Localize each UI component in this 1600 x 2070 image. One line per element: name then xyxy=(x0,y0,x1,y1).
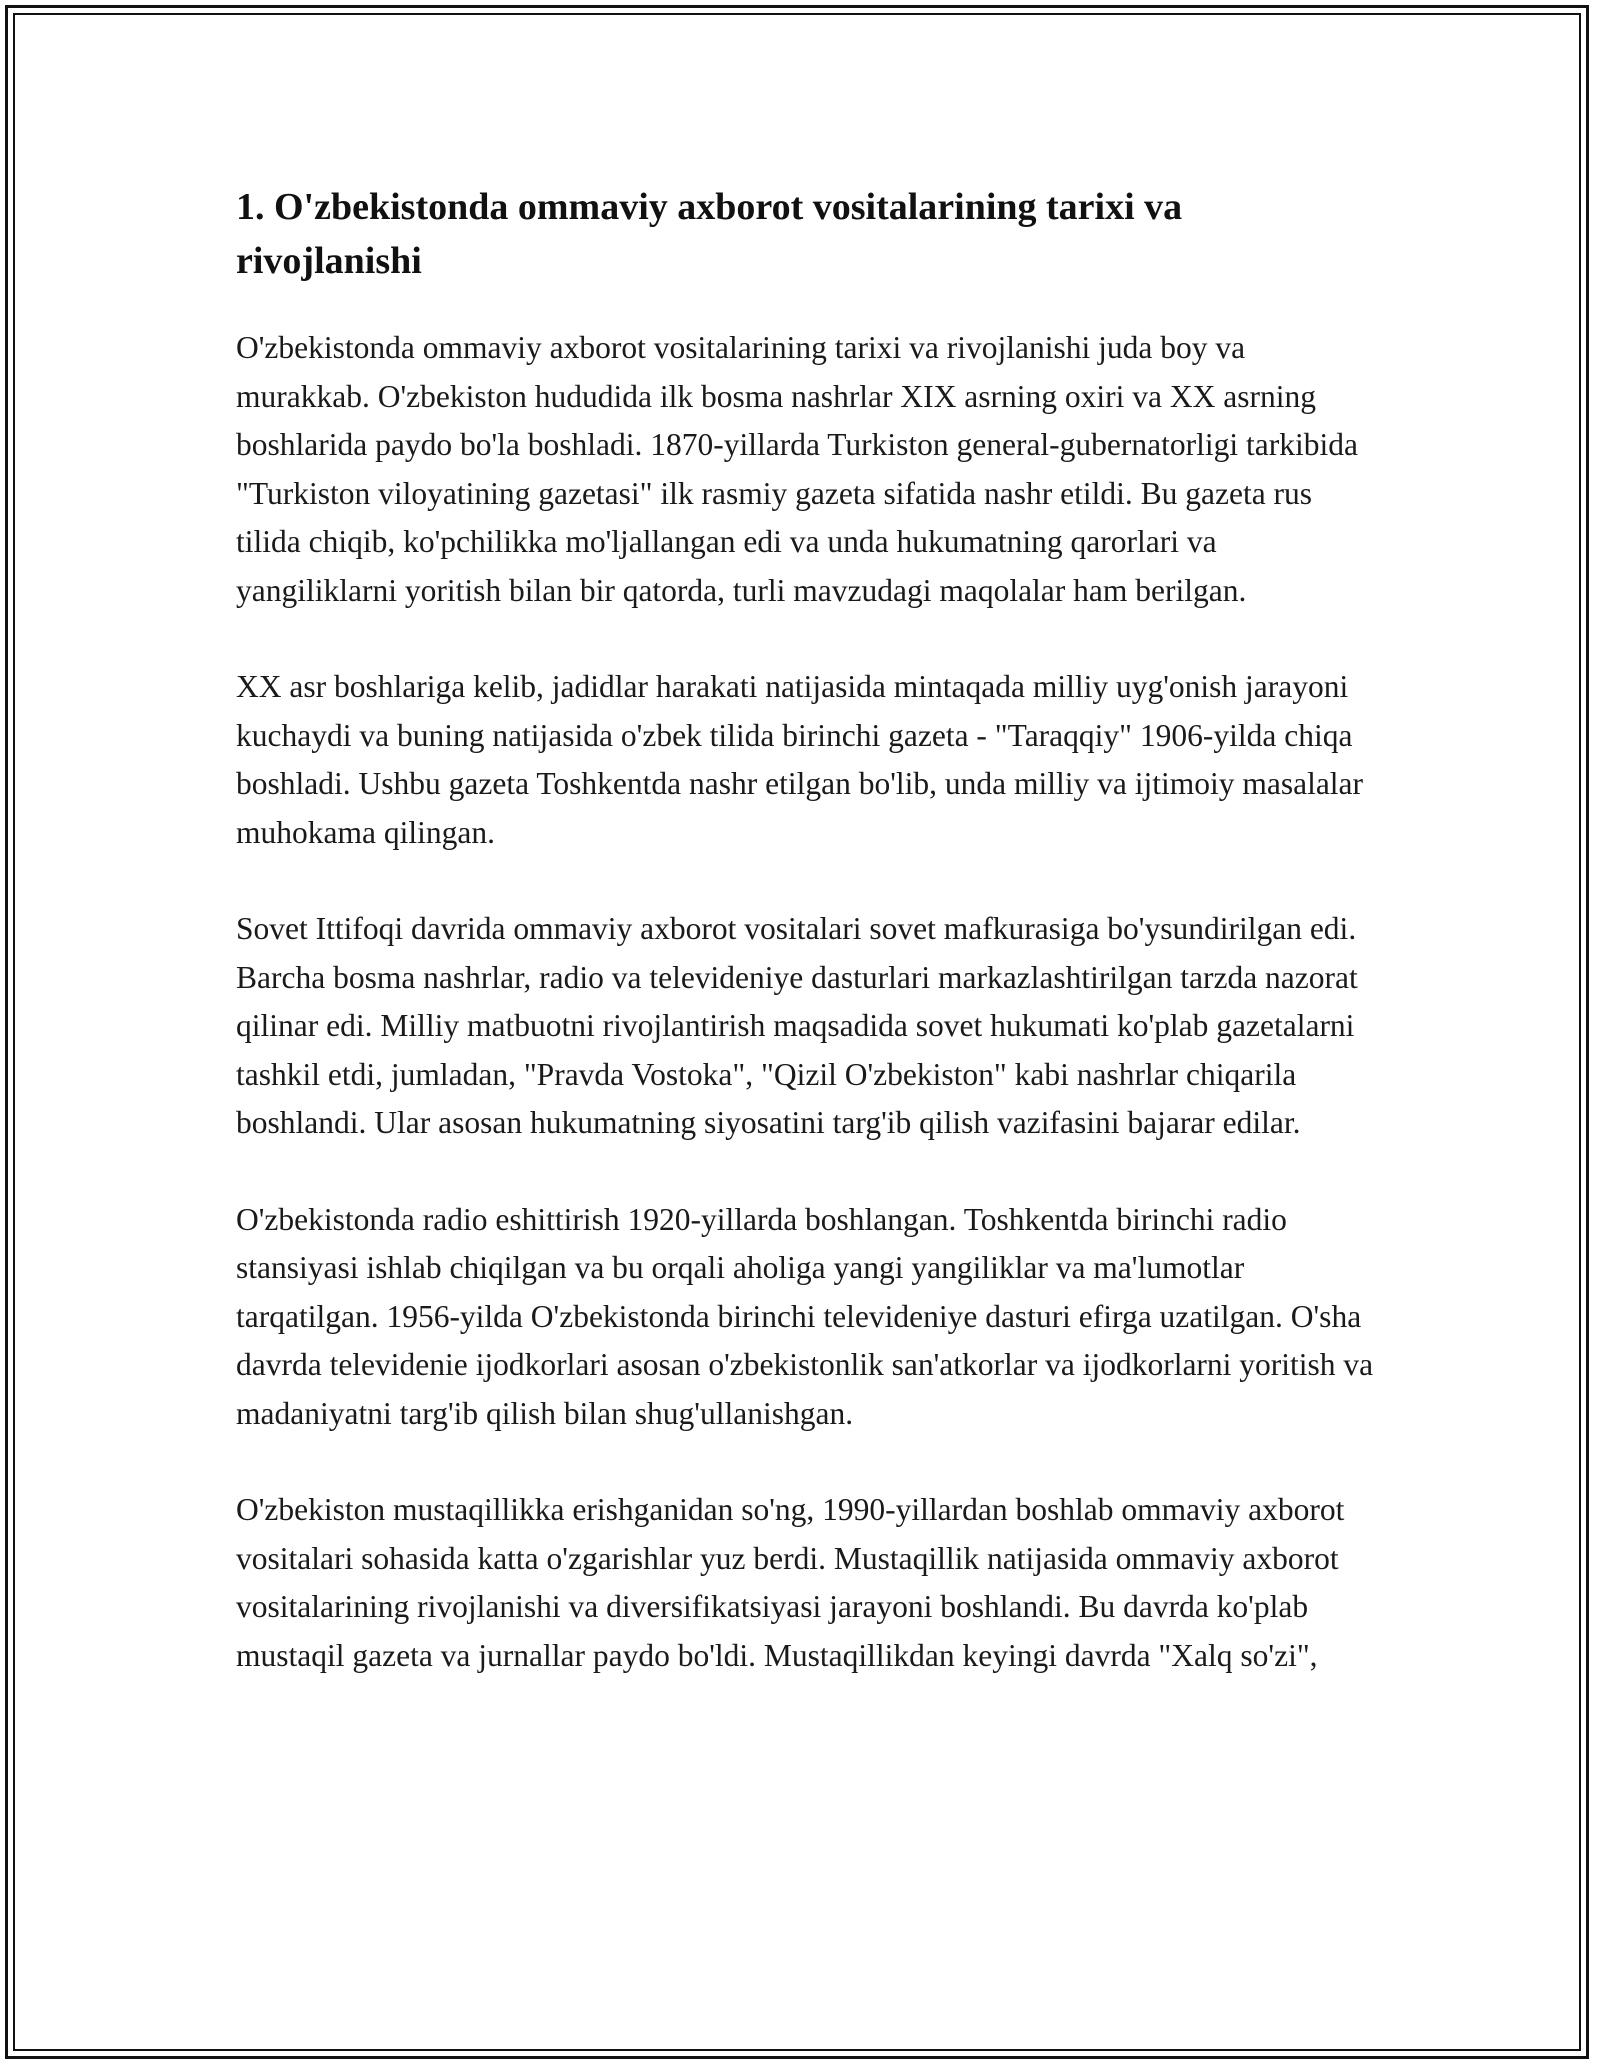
paragraph-soviet-era: Sovet Ittifoqi davrida ommaviy axborot vositalari sovet mafkurasiga bo'ysundirilgan edi. Barcha bosma nashrlar, radio va televideniye dasturlari markazlashtirilgan tarzda nazorat qilinar edi. Milliy matbuotni rivojlantirish maqsadida sovet hukumati ko'plab gazetalarni tashkil etdi, jumladan, "Pravda Vostoka", "Qizil O'zbekiston" kabi nashrlar chiqarila boshlandi. Ular asosan hukumatning siyosatini targ'ib qilish vazifasini bajarar edilar. xyxy=(236,911,1358,1140)
paragraph-jadid-press: XX asr boshlariga kelib, jadidlar harakati natijasida mintaqada milliy uyg'onish jarayoni kuchaydi va buning natijasida o'zbek tilida birinchi gazeta - "Taraqqiy" 1906-yilda chiqa boshladi. Ushbu gazeta Toshkentda nashr etilgan bo'lib, unda milliy va ijtimoiy masalalar muhokama qilingan. xyxy=(236,669,1364,850)
section-heading: 1. O'zbekistonda ommaviy axborot vositalarining tarixi va rivojlanishi xyxy=(236,186,1183,282)
paragraph-early-press: O'zbekistonda ommaviy axborot vositalarining tarixi va rivojlanishi juda boy va murakkab. O'zbekiston hududida ilk bosma nashrlar XIX asrning oxiri va XX asrning boshlarida paydo bo'la boshladi. 1870-yillarda Turkiston general-gubernatorligi tarkibida "Turkiston viloyatining gazetasi" ilk rasmiy gazeta sifatida nashr etildi. Bu gazeta rus tilida chiqib, ko'pchilikka mo'ljallangan edi va unda hukumatning qarorlari va yangiliklarni yoritish bilan bir qatorda, turli mavzudagi maqolalar ham berilgan. xyxy=(236,330,1358,608)
paragraph-radio-tv: O'zbekistonda radio eshittirish 1920-yillarda boshlangan. Toshkentda birinchi radio stansiyasi ishlab chiqilgan va bu orqali aholiga yangi yangiliklar va ma'lumotlar tarqatilgan. 1956-yilda O'zbekistonda birinchi televideniye dasturi efirga uzatilgan. O'sha davrda televidenie ijodkorlari asosan o'zbekistonlik san'atkorlar va ijodkorlarni yoritish va madaniyatni targ'ib qilish bilan shug'ullanishgan. xyxy=(236,1201,1374,1431)
document-body xyxy=(236,180,1376,1728)
paragraph-independence: O'zbekiston mustaqillikka erishganidan so'ng, 1990-yillardan boshlab ommaviy axborot vositalari sohasida katta o'zgarishlar yuz berdi. Mustaqillik natijasida ommaviy axborot vositalarining rivojlanishi va diversifikatsiyasi jarayoni boshlandi. Bu davrda ko'plab mustaqil gazeta va jurnallar paydo bo'ldi. Mustaqillikdan keyingi davrda "Xalq so'zi", xyxy=(236,1492,1345,1673)
